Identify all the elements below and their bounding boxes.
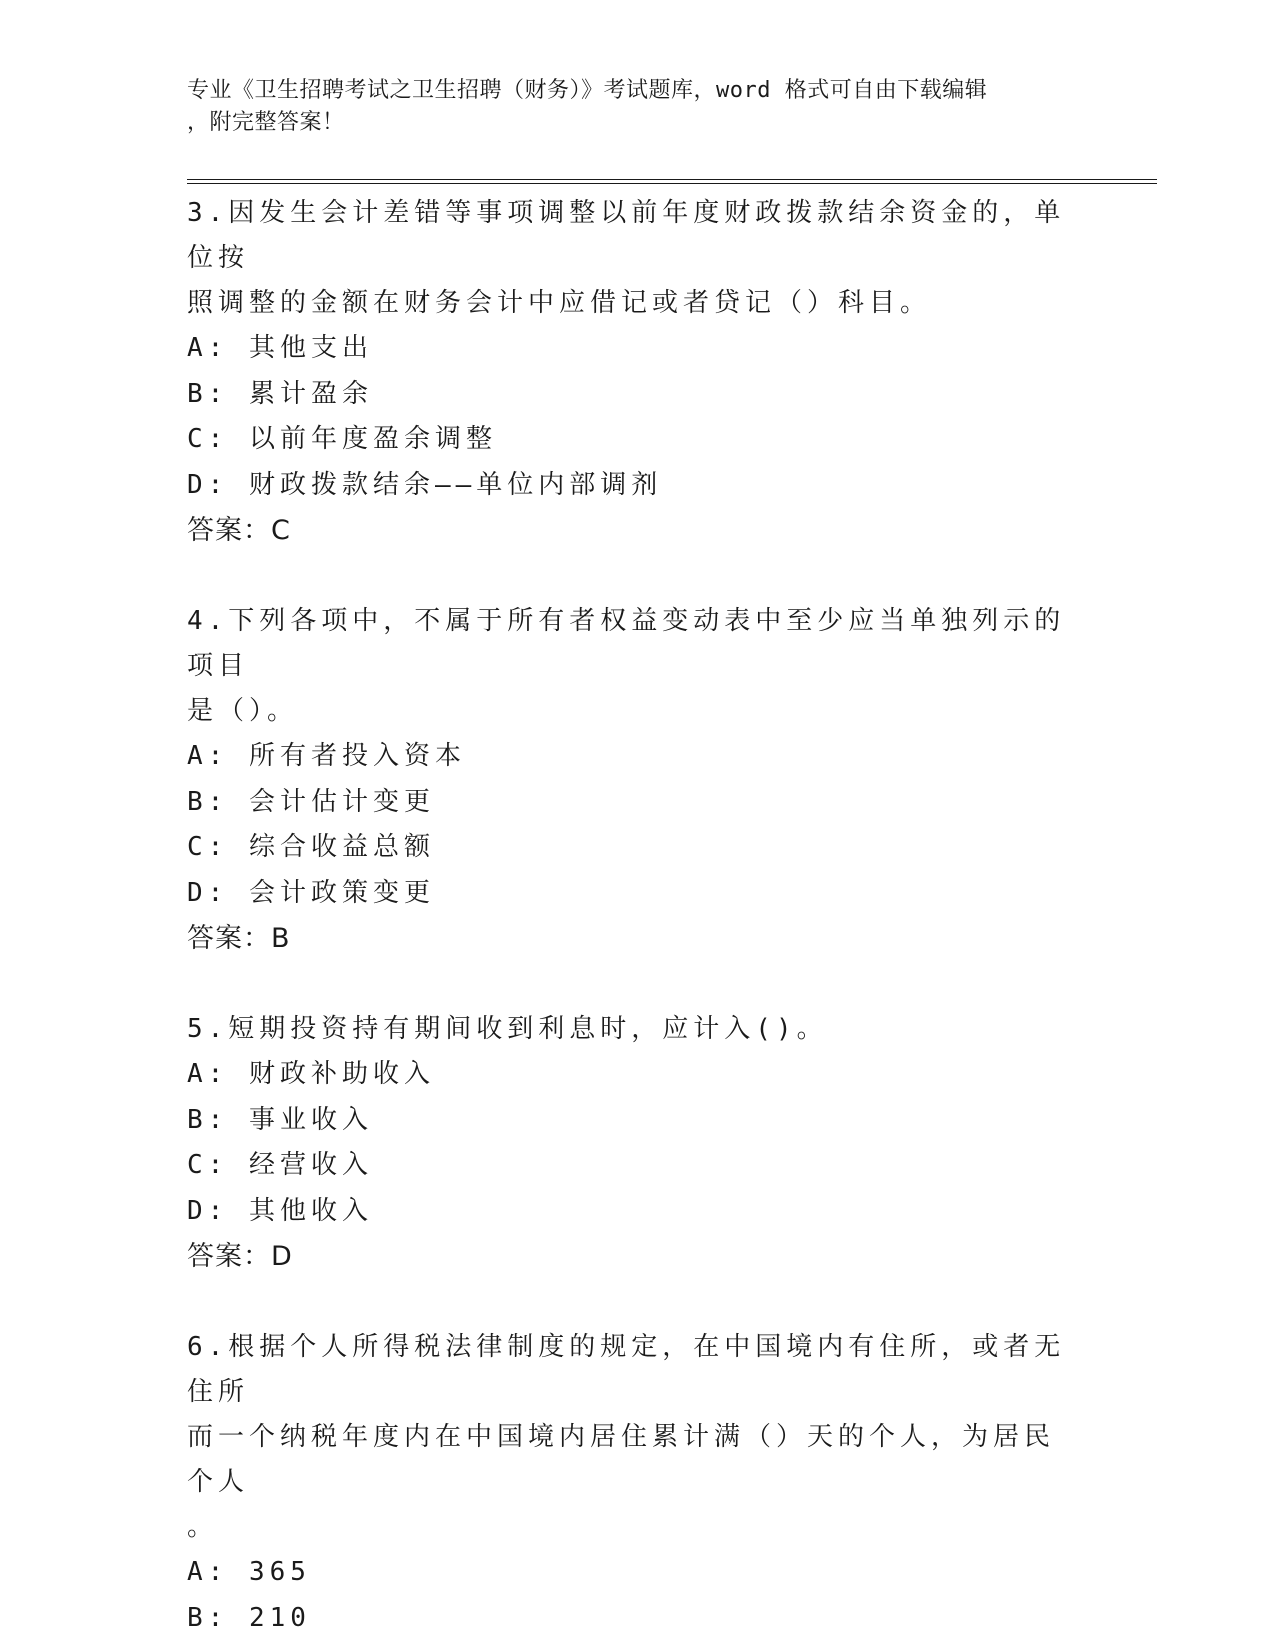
- document-header: [187, 75, 1067, 139]
- option-c: C: 综合收益总额: [187, 832, 435, 862]
- question-4: [187, 599, 1067, 962]
- option-d: D: 会计政策变更: [187, 877, 435, 908]
- question-stem-line: 而一个纳税年度内在中国境内居住累计满（）天的个人，为居民个人: [187, 1422, 1056, 1497]
- option-c: C: 以前年度盈余调整: [187, 424, 497, 454]
- option-b: B: 事业收入: [187, 1104, 373, 1135]
- option-a: A: 所有者投入资本: [187, 741, 466, 771]
- question-5: [187, 1007, 1067, 1280]
- option-b: B: 210: [187, 1602, 311, 1633]
- question-3: [187, 191, 1067, 554]
- question-stem-line: 是（）。: [187, 696, 299, 726]
- option-a: A: 其他支出: [187, 333, 373, 363]
- option-a: A: 365: [187, 1557, 311, 1587]
- question-stem-line: 5.短期投资持有期间收到利息时，应计入()。: [187, 1014, 828, 1044]
- option-b: B: 会计估计变更: [187, 786, 435, 817]
- answer-line: 答案：C: [187, 515, 291, 546]
- spacer: [187, 962, 1067, 1007]
- answer-line: 答案：B: [187, 923, 291, 954]
- header-line-2: ，附完整答案！: [187, 110, 345, 135]
- option-a: A: 财政补助收入: [187, 1059, 435, 1089]
- question-stem-line: 3.因发生会计差错等事项调整以前年度财政拨款结余资金的，单位按: [187, 198, 1066, 273]
- question-list: [187, 191, 1067, 1641]
- option-d: D: 其他收入: [187, 1195, 373, 1226]
- question-stem-line: 。: [187, 1512, 219, 1542]
- option-d: D: 财政拨款结余——单位内部调剂: [187, 469, 663, 500]
- option-b: B: 累计盈余: [187, 378, 373, 409]
- answer-line: 答案：D: [187, 1241, 293, 1272]
- header-divider-top: [187, 179, 1157, 180]
- option-c: C: 经营收入: [187, 1150, 373, 1180]
- question-stem-line: 4.下列各项中，不属于所有者权益变动表中至少应当单独列示的项目: [187, 606, 1066, 681]
- spacer: [187, 1280, 1067, 1325]
- header-line-1: 专业《卫生招聘考试之卫生招聘（财务）》考试题库，word 格式可自由下载编辑: [187, 78, 988, 103]
- question-stem-line: 照调整的金额在财务会计中应借记或者贷记（）科目。: [187, 288, 932, 318]
- question-stem-line: 6.根据个人所得税法律制度的规定，在中国境内有住所，或者无住所: [187, 1332, 1066, 1407]
- question-6: [187, 1325, 1067, 1641]
- spacer: [187, 554, 1067, 599]
- header-divider-bottom: [187, 183, 1157, 184]
